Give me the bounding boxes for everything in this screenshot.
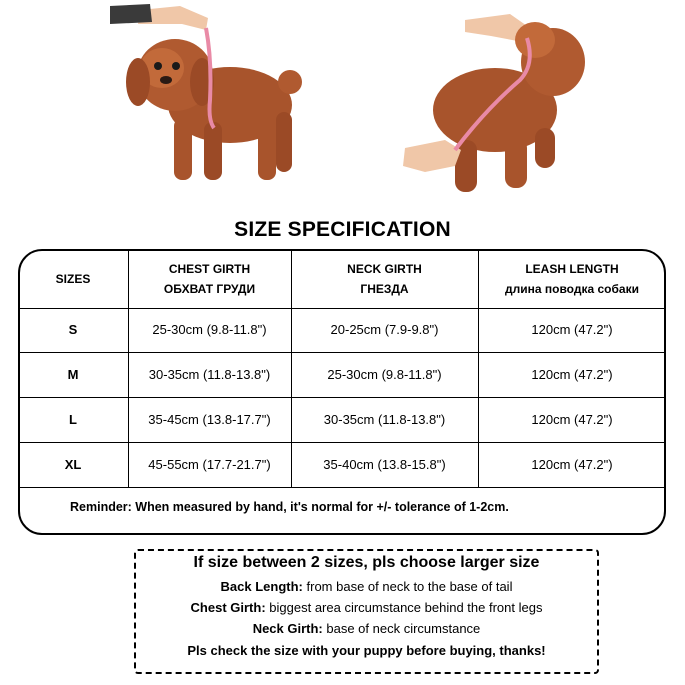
header-neck-ru: ГНЕЗДА bbox=[360, 281, 409, 296]
header-neck-en: NECK GIRTH bbox=[347, 261, 422, 276]
table-cell-leash: 120cm (47.2") bbox=[531, 366, 613, 382]
table-row-size: XL bbox=[64, 456, 82, 472]
header-neck bbox=[291, 249, 478, 308]
note-chest-girth bbox=[134, 600, 599, 615]
row-divider bbox=[18, 487, 666, 488]
header-sizes bbox=[18, 249, 128, 308]
header-chest bbox=[128, 249, 291, 308]
table-cell-chest: 35-45cm (13.8-17.7") bbox=[148, 411, 271, 427]
tolerance-reminder: Reminder: When measured by hand, it's normal for +/- tolerance of 1-2cm. bbox=[70, 500, 509, 514]
note-back-label: Back Length: bbox=[220, 579, 303, 594]
table-cell-neck: 20-25cm (7.9-9.8") bbox=[330, 322, 439, 337]
table-cell-chest: 30-35cm (11.8-13.8") bbox=[148, 366, 271, 382]
table-cell-chest: 45-55cm (17.7-21.7") bbox=[148, 456, 271, 472]
table-cell-leash: 120cm (47.2") bbox=[531, 411, 613, 427]
table-cell-neck: 35-40cm (13.8-15.8") bbox=[323, 456, 446, 472]
note-closing: Pls check the size with your puppy before buying, thanks! bbox=[187, 643, 546, 658]
note-chest-text: biggest area circumstance behind the front legs bbox=[265, 600, 543, 615]
table-row-size: S bbox=[68, 322, 78, 337]
header-chest-en: CHEST GIRTH bbox=[168, 261, 251, 276]
table-cell-chest: 25-30cm (9.8-11.8") bbox=[152, 322, 267, 337]
table-cell-neck: 25-30cm (9.8-11.8") bbox=[327, 366, 442, 382]
note-back-length bbox=[134, 579, 599, 594]
header-leash-en: LEASH LENGTH bbox=[525, 261, 619, 276]
note-title: If size between 2 sizes, pls choose larger size bbox=[193, 554, 540, 571]
page-title: SIZE SPECIFICATION bbox=[234, 218, 451, 241]
table-row-size: M bbox=[67, 366, 79, 382]
note-chest-label: Chest Girth: bbox=[190, 600, 266, 615]
dog-back-measurement-image bbox=[395, 0, 595, 200]
note-neck-text: base of neck circumstance bbox=[322, 621, 481, 636]
table-row-size: L bbox=[69, 411, 77, 427]
header-sizes-label: SIZES bbox=[55, 271, 91, 286]
table-cell-leash: 120cm (47.2") bbox=[531, 456, 613, 472]
table-cell-leash: 120cm (47.2") bbox=[531, 322, 613, 337]
dog-chest-measurement-image bbox=[110, 0, 310, 200]
header-chest-ru: ОБХВАТ ГРУДИ bbox=[163, 281, 256, 296]
table-cell-neck: 30-35cm (11.8-13.8") bbox=[323, 411, 446, 427]
header-leash-ru: длина поводка собаки bbox=[505, 281, 639, 296]
header-leash bbox=[478, 249, 666, 308]
note-neck-girth bbox=[134, 621, 599, 636]
note-neck-label: Neck Girth: bbox=[252, 621, 323, 636]
note-back-text: from base of neck to the base of tail bbox=[302, 579, 513, 594]
